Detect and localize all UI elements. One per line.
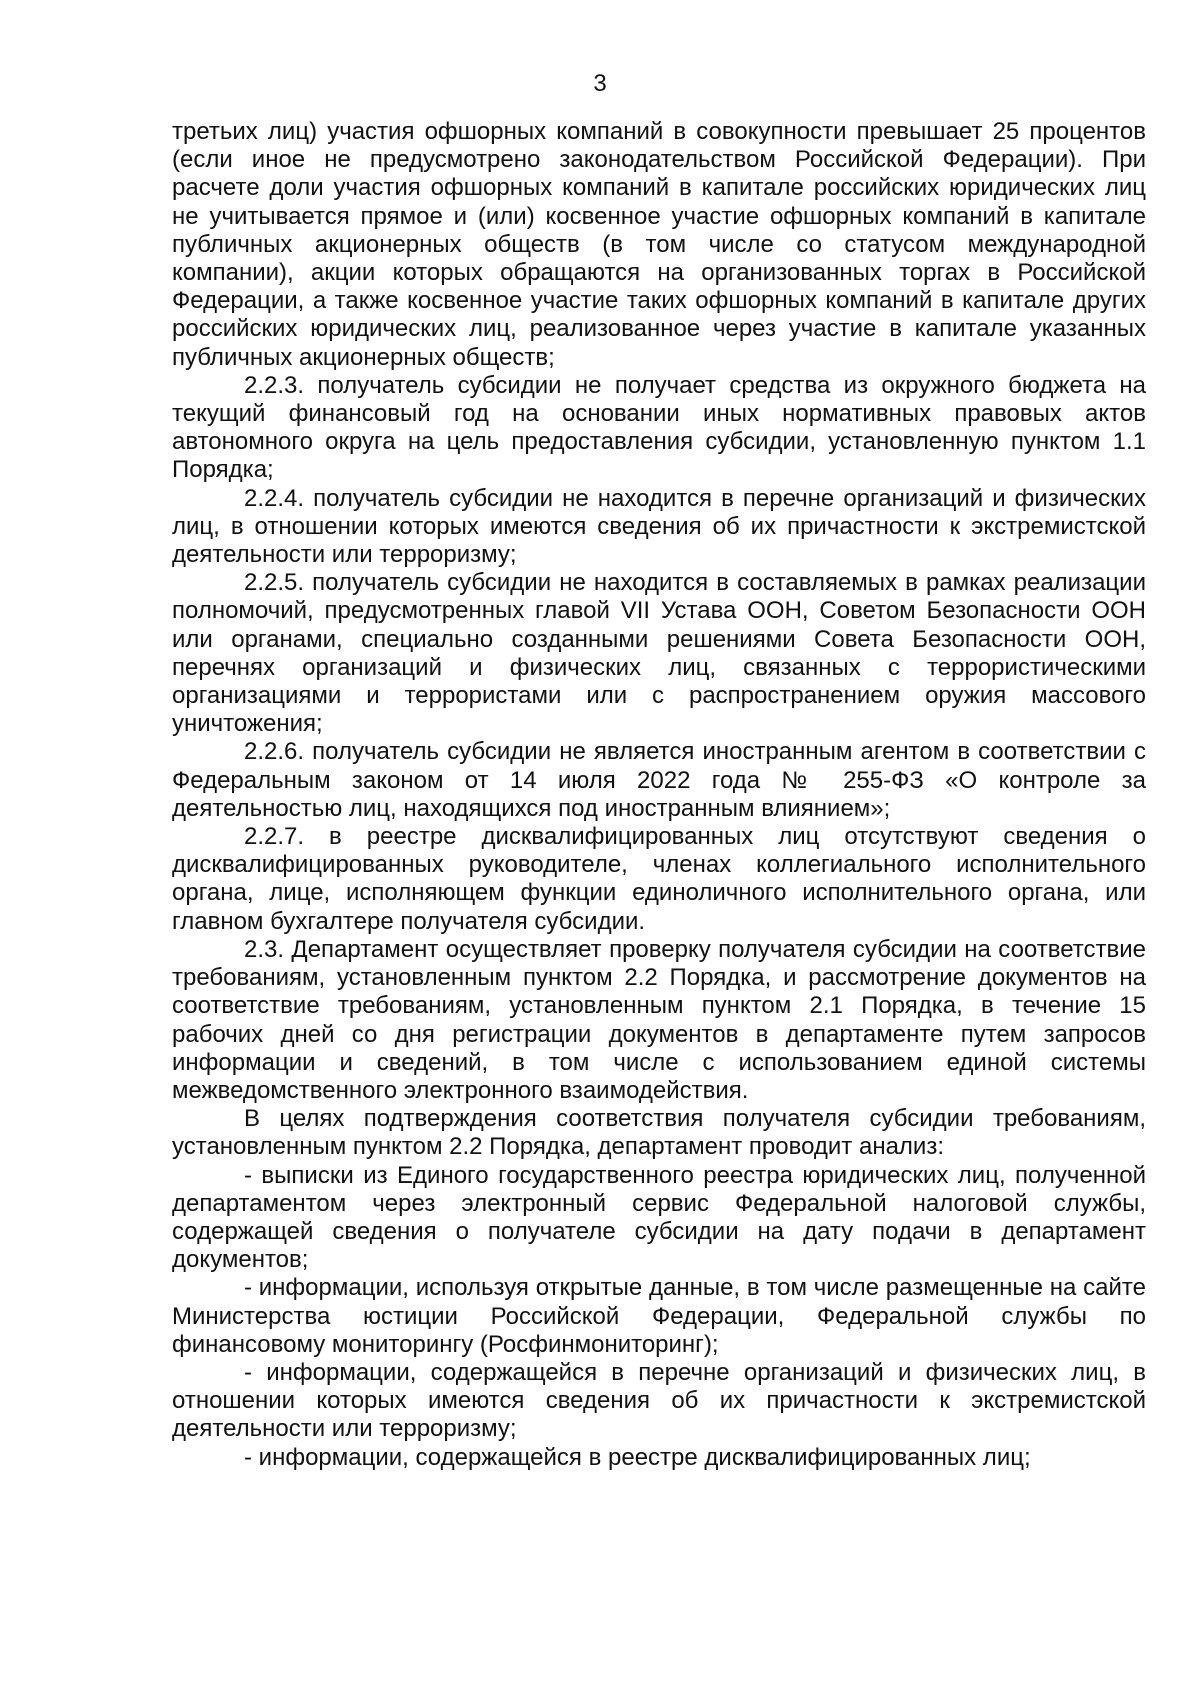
paragraph-continuation: третьих лиц) участия офшорных компаний в совокупности превышает 25 процентов (если иное не предусмотрено законодательством Российской Федерации). При расчете доли участия офшорных компаний в капитале российских юридических лиц не учитывается прямое и (или) косвенное участие офшорных компаний в капитале публичных акционерных обществ (в том числе со статусом международной компании), акции которых обращаются на организованных торгах в Российской Федерации, а также косвенное участие таких офшорных компаний в капитале других российских юридических лиц, реализованное через участие в капитале указанных публичных акционерных обществ; bbox=[172, 118, 1146, 371]
paragraph-2-2-5: 2.2.5. получатель субсидии не находится в составляемых в рамках реализации полномочий, предусмотренных главой VII Устава ООН, Советом Безопасности ООН или органами, специально созданными решениями Совета Безопасности ООН, перечнях организаций и физических лиц, связанных с террористическими организациями и террористами или с распространением оружия массового уничтожения; bbox=[172, 569, 1146, 738]
list-item-egrul-extract: - выписки из Единого государственного реестра юридических лиц, полученной департаментом через электронный сервис Федеральной налоговой службы, содержащей сведения о получателе субсидии на дату подачи в департамент документов; bbox=[172, 1161, 1146, 1274]
paragraph-2-2-7: 2.2.7. в реестре дисквалифицированных лиц отсутствуют сведения о дисквалифицированных руководителе, членах коллегиального исполнительного органа, лице, исполняющем функции единоличного исполнительного органа, или главном бухгалтере получателя субсидии. bbox=[172, 823, 1146, 935]
paragraph-verification-intro: В целях подтверждения соответствия получателя субсидии требованиям, установленным пунктом 2.2 Порядка, департамент проводит анализ: bbox=[172, 1105, 1146, 1161]
document-body bbox=[172, 118, 1146, 1472]
list-item-extremist-list: - информации, содержащейся в перечне организаций и физических лиц, в отношении которых имеются сведения об их причастности к экстремистской деятельности или терроризму; bbox=[172, 1358, 1146, 1443]
paragraph-2-3: 2.3. Департамент осуществляет проверку получателя субсидии на соответствие требованиям, установленным пунктом 2.2 Порядка, и рассмотрение документов на соответствие требованиям, установленным пунктом 2.1 Порядка, в течение 15 рабочих дней со дня регистрации документов в департаменте путем запросов информации и сведений, в том числе с использованием единой системы межведомственного электронного взаимодействия. bbox=[172, 935, 1146, 1104]
paragraph-2-2-3: 2.2.3. получатель субсидии не получает средства из окружного бюджета на текущий финансовый год на основании иных нормативных правовых актов автономного округа на цель предоставления субсидии, установленную пунктом 1.1 Порядка; bbox=[172, 371, 1146, 484]
list-item-disqualified-registry: - информации, содержащейся в реестре дисквалифицированных лиц; bbox=[244, 1443, 1031, 1471]
list-item-open-data: - информации, используя открытые данные, в том числе размещенные на сайте Министерства юстиции Российской Федерации, Федеральной службы по финансовому мониторингу (Росфинмониторинг); bbox=[172, 1274, 1146, 1358]
page-number: 3 bbox=[593, 70, 607, 97]
paragraph-2-2-6: 2.2.6. получатель субсидии не является иностранным агентом в соответствии с Федеральным законом от 14 июля 2022 года № 255-ФЗ «О контроле за деятельностью лиц, находящихся под иностранным влиянием»; bbox=[172, 738, 1146, 822]
paragraph-2-2-4: 2.2.4. получатель субсидии не находится в перечне организаций и физических лиц, в отношении которых имеются сведения об их причастности к экстремистской деятельности или терроризму; bbox=[172, 484, 1146, 569]
